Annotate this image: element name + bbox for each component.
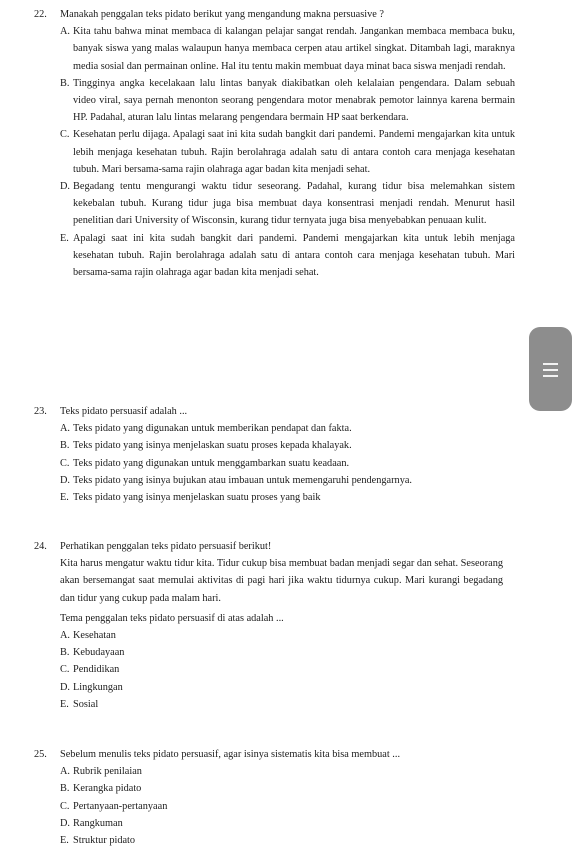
option-23-c[interactable]: C. Teks pidato yang digunakan untuk menggambarkan suatu keadaan. (60, 457, 350, 469)
scroll-handle[interactable] (529, 327, 572, 411)
question-text: Teks pidato persuasif adalah ... (60, 406, 188, 417)
option-23-d[interactable]: D. Teks pidato yang isinya bujukan atau imbauan untuk memengaruhi pendengarnya. (60, 474, 412, 486)
option-24-b[interactable]: B. Kebudayaan (60, 647, 125, 659)
question-text: Manakah penggalan teks pidato berikut yang mengandung makna persuasive ? (60, 9, 384, 20)
question-number: 22. (34, 9, 47, 20)
option-23-e[interactable]: E. Teks pidato yang isinya menjelaskan suatu proses yang baik (60, 492, 321, 504)
question-23 (34, 403, 515, 506)
option-24-c[interactable]: C. Pendidikan (60, 664, 120, 676)
option-25-e[interactable]: E. Struktur pidato (60, 835, 136, 847)
option-22-d[interactable]: D. Begadang tentu mengurangi waktu tidur seseorang. Padahal, kurang tidur bisa melemahkan sistem kekebalan tubuh. Kurang tidur juga bisa membuat daya konsentrasi menjadi rendah. Menurut hasil penelitian dari University of Wisconsin, kurang tidur ternyata juga bisa menyebabkan penuaan kulit. (60, 181, 515, 227)
grip-line-icon (543, 363, 558, 365)
question-23-stem (34, 403, 515, 420)
option-25-c[interactable]: C. Pertanyaan-pertanyaan (60, 800, 168, 812)
question-number: 25. (34, 749, 47, 760)
question-24 (34, 538, 515, 713)
option-22-c[interactable]: C. Kesehatan perlu dijaga. Apalagi saat ini kita sudah bangkit dari pandemi. Pandemi mengajarkan kita untuk lebih menjaga kesehatan tubuh. Rajin berolahraga adalah satu di antara contoh cara menjaga kesehatan tubuh. Mari bersama-sama rajin olahraga agar badan kita menjadi sehat. (60, 129, 515, 175)
question-24-stem (34, 538, 515, 555)
question-25-stem (34, 746, 515, 763)
option-25-a[interactable]: A. Rubrik penilaian (60, 766, 142, 778)
grip-line-icon (543, 375, 558, 377)
option-24-d[interactable]: D. Lingkungan (60, 681, 123, 693)
option-23-a[interactable]: A. Teks pidato yang digunakan untuk memberikan pendapat dan fakta. (60, 423, 352, 435)
question-22-stem (34, 6, 515, 23)
grip-line-icon (543, 369, 558, 371)
option-24-e[interactable]: E. Sosial (60, 698, 99, 710)
question-text: Perhatikan penggalan teks pidato persuasif berikut! (60, 541, 272, 552)
option-24-a[interactable]: A. Kesehatan (60, 630, 116, 642)
option-22-a[interactable]: A. Kita tahu bahwa minat membaca di kalangan pelajar sangat rendah. Jangankan membaca membaca buku, banyak siswa yang malas walaupun hanya membaca cerpen atau artikel singkat. Ditambah lagi, maraknya media sosial dan permainan online. Hal itu tentu makin membuat daya minat baca siswa menjadi rendah. (60, 26, 515, 72)
passage: Kita harus mengatur waktu tidur kita. Tidur cukup bisa membuat badan menjadi segar dan sehat. Seseorang akan bersemangat saat memulai aktivitas di pagi hari jika waktu tidurnya cukup. Mari kurangi begadang dan tidur yang cukup pada malam hari. (60, 558, 503, 604)
question-number: 24. (34, 541, 47, 552)
question-22 (34, 6, 515, 281)
option-22-b[interactable]: B. Tingginya angka kecelakaan lalu lintas banyak diakibatkan oleh kelalaian pengendara. Dalam sebuah video viral, saya pernah menonton seorang pengendara motor menabrak pemotor lainnya karena bermain HP. Padahal, aturan lalu lintas melarang pengendara bermain HP saat berkendara. (60, 77, 515, 124)
option-25-b[interactable]: B. Kerangka pidato (60, 783, 142, 795)
question-number: 23. (34, 406, 47, 417)
question-text: Sebelum menulis teks pidato persuasif, agar isinya sistematis kita bisa membuat ... (60, 749, 401, 760)
option-23-b[interactable]: B. Teks pidato yang isinya menjelaskan suatu proses kepada khalayak. (60, 440, 352, 452)
option-22-e[interactable]: E. Apalagi saat ini kita sudah bangkit dari pandemi. Pandemi mengajarkan kita untuk lebih menjaga kesehatan tubuh. Rajin berolahraga adalah satu di antara contoh cara menjaga kesehatan tubuh. Mari bersama-sama rajin olahraga agar badan kita menjadi sehat. (60, 232, 515, 279)
option-25-d[interactable]: D. Rangkuman (60, 817, 123, 829)
question-prompt: Tema penggalan teks pidato persuasif di atas adalah ... (60, 612, 284, 624)
question-25 (34, 746, 515, 849)
